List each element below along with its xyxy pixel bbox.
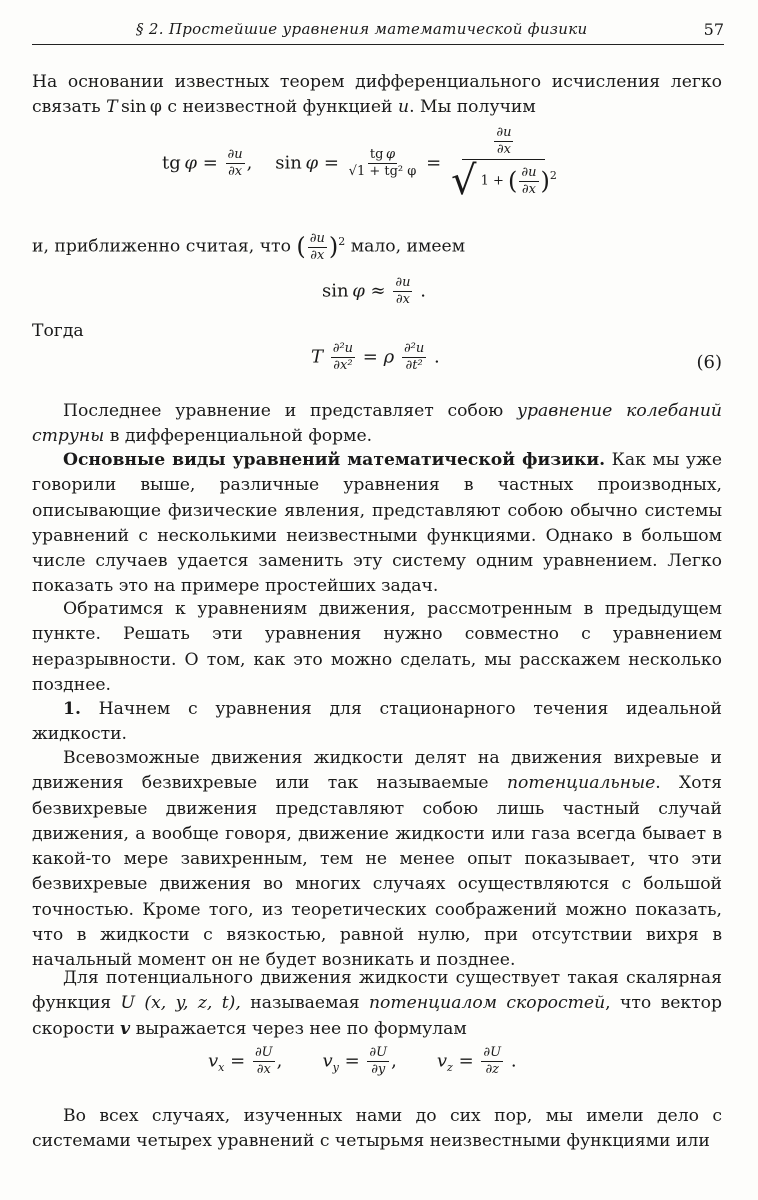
equation-number-6: (6)	[696, 352, 722, 373]
equation-velocity-components: $v_x$ = $\frac{\partial U}{\partial x}$ , $v_y$ = $\frac{\partial U}{\partial y}$ , $v_z$ = $\frac{\partial U}{\partial z}$ .	[208, 1045, 517, 1077]
fraction-tg-over-sqrt: $\frac{\text{tg φ}}{\text{√1 + tg² φ}}$	[348, 147, 417, 179]
fraction-dU-dz: $\frac{\partial U}{\partial z}$	[483, 1045, 502, 1077]
fraction-d2u-dt2: $\frac{\text{∂²u}}{\text{∂t²}}$	[403, 341, 425, 373]
page-header	[32, 18, 724, 45]
paragraph-then: Тогда	[32, 321, 84, 341]
equation-string-wave: T $\frac{\text{∂²u}}{\text{∂x²}}$ = ρ $\frac{\text{∂²u}}{\text{∂t²}}$ .	[311, 341, 440, 373]
section-heading: Основные виды уравнений математической физики.	[63, 450, 606, 470]
running-title: § 2. Простейшие уравнения математической физики	[136, 20, 588, 38]
paragraph-main-types: Основные виды уравнений математической физики. Как мы уже говорили выше, различные уравнения в частных производных, описывающие физические явления, представляют собою обычно системы уравнений с несколькими неизвестными функциями. Однако в большом числе случаев удается заменить эту систему одним уравнением. Легко показать это на примере простейших задач.	[32, 450, 723, 597]
fraction-du-dx-top: $\frac{\partial u}{\partial x}$	[496, 125, 512, 157]
page-number: 57	[703, 20, 724, 39]
fraction-du-dx-approx: $\frac{\partial u}{\partial x}$	[395, 275, 411, 307]
fraction-dU-dy: $\frac{\partial U}{\partial y}$	[369, 1045, 388, 1077]
paragraph-string-equation: Последнее уравнение и представляет собою уравнение колебаний струны в дифференциальной форме.	[32, 401, 723, 447]
fraction-dU-dx: $\frac{\partial U}{\partial x}$	[254, 1045, 273, 1077]
fraction-du-dx-small: $\frac{\partial u}{\partial x}$	[309, 230, 325, 263]
paragraph-intro: На основании известных теорем дифференциального исчисления легко связать T sin φ с неизвестной функцией u. Мы получим	[32, 72, 722, 118]
fraction-du-dx-root: $\frac{\partial u}{\partial x}$	[521, 164, 537, 197]
fraction-d2u-dx2: $\frac{\text{∂²u}}{\text{∂x²}}$	[332, 341, 354, 373]
paragraph-systems: Во всех случаях, изученных нами до сих пор, мы имели дело с системами четырех уравнений с четырьмя неизвестными функциями или	[32, 1106, 722, 1152]
equation-approx: sin φ ≈ $\frac{\partial u}{\partial x}$ .	[322, 275, 426, 307]
paragraph-item-1: 1. Начнем с уравнения для стационарного течения идеальной жидкости.	[32, 699, 722, 745]
fraction-du-dx: $\frac{\partial u}{\partial x}$	[227, 147, 243, 179]
paragraph-potential: Для потенциального движения жидкости существует такая скалярная функция U (x, y, z, t), называемая потенциалом скоростей, что вектор скорости v выражается через нее по формулам	[32, 968, 723, 1039]
paragraph-vortex-motion: Всевозможные движения жидкости делят на движения вихревые и движения безвихревые или так называемые потенциальные. Хотя безвихревые движения представляют собою лишь частный случай движения, а вообще говоря, движение жидкости или газа всегда бывает в какой-то мере завихренным, тем не менее опыт показывает, что эти безвихревые движения во многих случаях осуществляются с большой точностью. Кроме того, из теоретических соображений можно показать, что в жидкости с вязкостью, равной нулю, при отсутствии вихря в начальный момент он не будет возникать и позднее.	[32, 748, 722, 971]
equation-sin-phi: tg φ = $\frac{\partial u}{\partial x}$ , sin φ = $\frac{\text{tg φ}}{\text{√1 + tg² φ}}$ = $\frac{\partial u}{\partial x}$ √ 1 + ( $\frac{\partial u}{\partial x}$ )$^2$	[162, 125, 557, 204]
fraction-big: $\frac{\partial u}{\partial x}$ √ 1 + ( $\frac{\partial u}{\partial x}$ )$^2$	[450, 125, 557, 204]
paragraph-approx: и, приближенно считая, что ( $\frac{\partial u}{\partial x}$ )$^2$ мало, имеем	[32, 230, 466, 263]
paragraph-motion-equations: Обратимся к уравнениям движения, рассмотренным в предыдущем пункте. Решать эти уравнения нужно совместно с уравнением неразрывности. О том, как это можно сделать, мы расскажем несколько позднее.	[32, 599, 722, 695]
